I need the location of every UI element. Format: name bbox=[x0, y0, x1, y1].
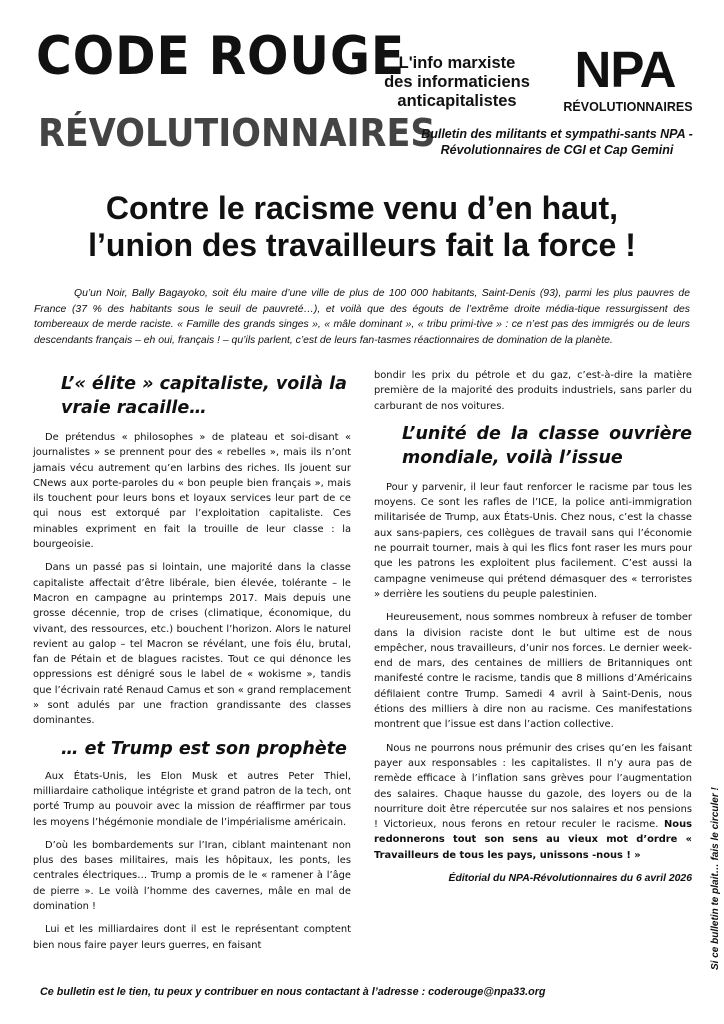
code-rouge-logo: CODE ROUGE bbox=[36, 26, 406, 87]
tagline-line: L'info marxiste bbox=[398, 54, 516, 72]
paragraph: Dans un passé pas si lointain, une majorité dans la classe capitaliste affectait d’être libérale, bien élevée, tolérante – le Macron en campagne au printemps 2017. Mais depuis une grosse décennie, trop de crises (climatique, économique, du vivant, des ressources, etc.) bouchent l’horizon. Alors le naturel revient au galop – tel Macron se révélant, une fois élu, brutal, fan de Pétain et de blagues racistes. Tout ce qui dénonce les oppressions est dénigré sous le label de « wokisme », tandis que l’écrivain raté Renaud Camus et son « grand remplacement » sont adulés par une fraction grandissante des classes dominantes. bbox=[33, 562, 351, 727]
npa-subtitle: RÉVOLUTIONNAIRES bbox=[563, 100, 693, 114]
side-note bbox=[696, 700, 721, 970]
signature: Éditorial du NPA-Révolutionnaires du 6 avril 2026 bbox=[448, 873, 692, 885]
tagline-line: anticapitalistes bbox=[397, 92, 517, 110]
right-column bbox=[374, 368, 692, 886]
headline-line: Contre le racisme venu d’en haut, bbox=[105, 190, 619, 226]
revolutionnaires-logo: RÉVOLUTIONNAIRES bbox=[38, 111, 436, 155]
main-headline bbox=[30, 190, 694, 264]
side-note-text: Si ce bulletin te plait… fais le circuler ! bbox=[710, 787, 721, 970]
section-heading: … et Trump est son prophète bbox=[61, 738, 347, 759]
intro-paragraph: Qu’un Noir, Bally Bagayoko, soit élu maire d’une ville de plus de 100 000 habitants, Saint-Denis (93), parmi les plus pauvres de France (37 % des habitants sous le seuil de pauvreté…), et voilà que des égouts de l’extrême droite média-tique ressurgissent des tombereaux de merde raciste. « Famille des grands singes », « mâle dominant », « tribu primi-tive » : ce n’est pas des immigrés ou de leurs descendants français – eh oui, français ! – qu’ils parlent, c’est de leurs fan-tasmes réactionnaires de domination de la planète. bbox=[34, 288, 690, 346]
paragraph: Pour y parvenir, il leur faut renforcer le racisme par tous les moyens. Ce sont les rafles de l’ICE, la police anti-immigration militarisée de Trump, aux États-Unis. Chez nous, c’est la chasse aux sans-papiers, ces collègues de travail sans qui l’économie ne pourrait tourner, mais à qui les flics font raser les murs pour que les patrons les exploitent plus facilement. C’est aussi la campagne venimeuse qui prétend démasquer des « terroristes » derrière les soutiens du peuple palestinien. bbox=[374, 481, 692, 600]
npa-logo: NPA bbox=[574, 41, 676, 98]
section-heading: L’« élite » capitaliste, voilà la vraie racaille… bbox=[61, 374, 347, 418]
bulletin-description: Bulletin des militants et sympathi-sants NPA - Révolutionnaires de CGI et Cap Gemini bbox=[421, 127, 693, 157]
section-heading: L’unité de la classe ouvrière mondiale, voilà l’issue bbox=[402, 423, 692, 468]
tagline-line: des informaticiens bbox=[384, 73, 530, 91]
paragraph: Heureusement, nous sommes nombreux à refuser de tomber dans la division raciste dont le but ultime est de nous empêcher, nous travailleurs, d’unir nos forces. Le dernier week-end de mars, des centaines de milliers de Britanniques ont manifesté contre le racisme, tandis que 8 millions d’Américains défilaient contre Trump. Samedi 4 avril à Saint-Denis, nous étions des milliers à dire non au racisme. Ces manifestations montrent que l’issue est dans l’action collective. bbox=[374, 612, 692, 731]
paragraph: bondir les prix du pétrole et du gaz, c’est-à-dire la matière première de la majorité des produits industriels, sans parler du carburant de nos voitures. bbox=[374, 370, 692, 412]
footer-contact: Ce bulletin est le tien, tu peux y contribuer en nous contactant à l’adresse : coderouge@npa33.org bbox=[40, 986, 546, 998]
paragraph: De prétendus « philosophes » de plateau et soi-disant « journalistes » se prennent pour des « rebelles », mais ils n’ont jamais vécu autrement qu’en larbins des riches. Ils jouent sur CNews aux porte-paroles du « bon peuple bien français », mais ils touchent pour leurs bons et loyaux services leur part de ce qui nous est extorqué par l’exploitation capitaliste. Ces minables expriment en fait la trouille de leur classe : la bourgeoisie. bbox=[33, 432, 351, 551]
paragraph: Aux États-Unis, les Elon Musk et autres Peter Thiel, milliardaire catholique intégriste et grand patron de la tech, ont porté Trump au pouvoir avec la mission de réaffirmer par tous les moyens l’hégémonie mondiale de l’impérialisme américain. bbox=[33, 770, 351, 828]
headline-line: l’union des travailleurs fait la force ! bbox=[88, 227, 636, 263]
slogan-text: Nous redonnerons tout son sens au vieux mot d’ordre « Travailleurs de tous les pays, unissons -nous ! » bbox=[374, 819, 692, 861]
tagline bbox=[362, 54, 552, 111]
paragraph: D’où les bombardements sur l’Iran, ciblant maintenant non plus des bases militaires, mais les hôpitaux, les ponts, les centrales électriques… Trump a promis de le « ramener à l’âge de pierre ». Le voilà l’homme des cavernes, mâle en mal de domination ! bbox=[33, 839, 351, 913]
paragraph-text: Nous ne pourrons nous prémunir des crises qu’en les faisant payer aux responsables : les capitalistes. Il n’y aura pas de remède efficace à l’inflation sans grèves pour l’augmentation des salaires. Chaque hausse du gazole, des loyers ou de la nourriture doit être répercutée sur nos salaires et nos pensions ! Victorieux, nous ferons en retour reculer le racisme. bbox=[374, 742, 692, 831]
left-column bbox=[33, 370, 351, 961]
paragraph: Lui et les milliardaires dont il est le représentant comptent bien nous faire payer leurs guerres, en faisant bbox=[33, 924, 351, 951]
paragraph bbox=[374, 741, 692, 863]
